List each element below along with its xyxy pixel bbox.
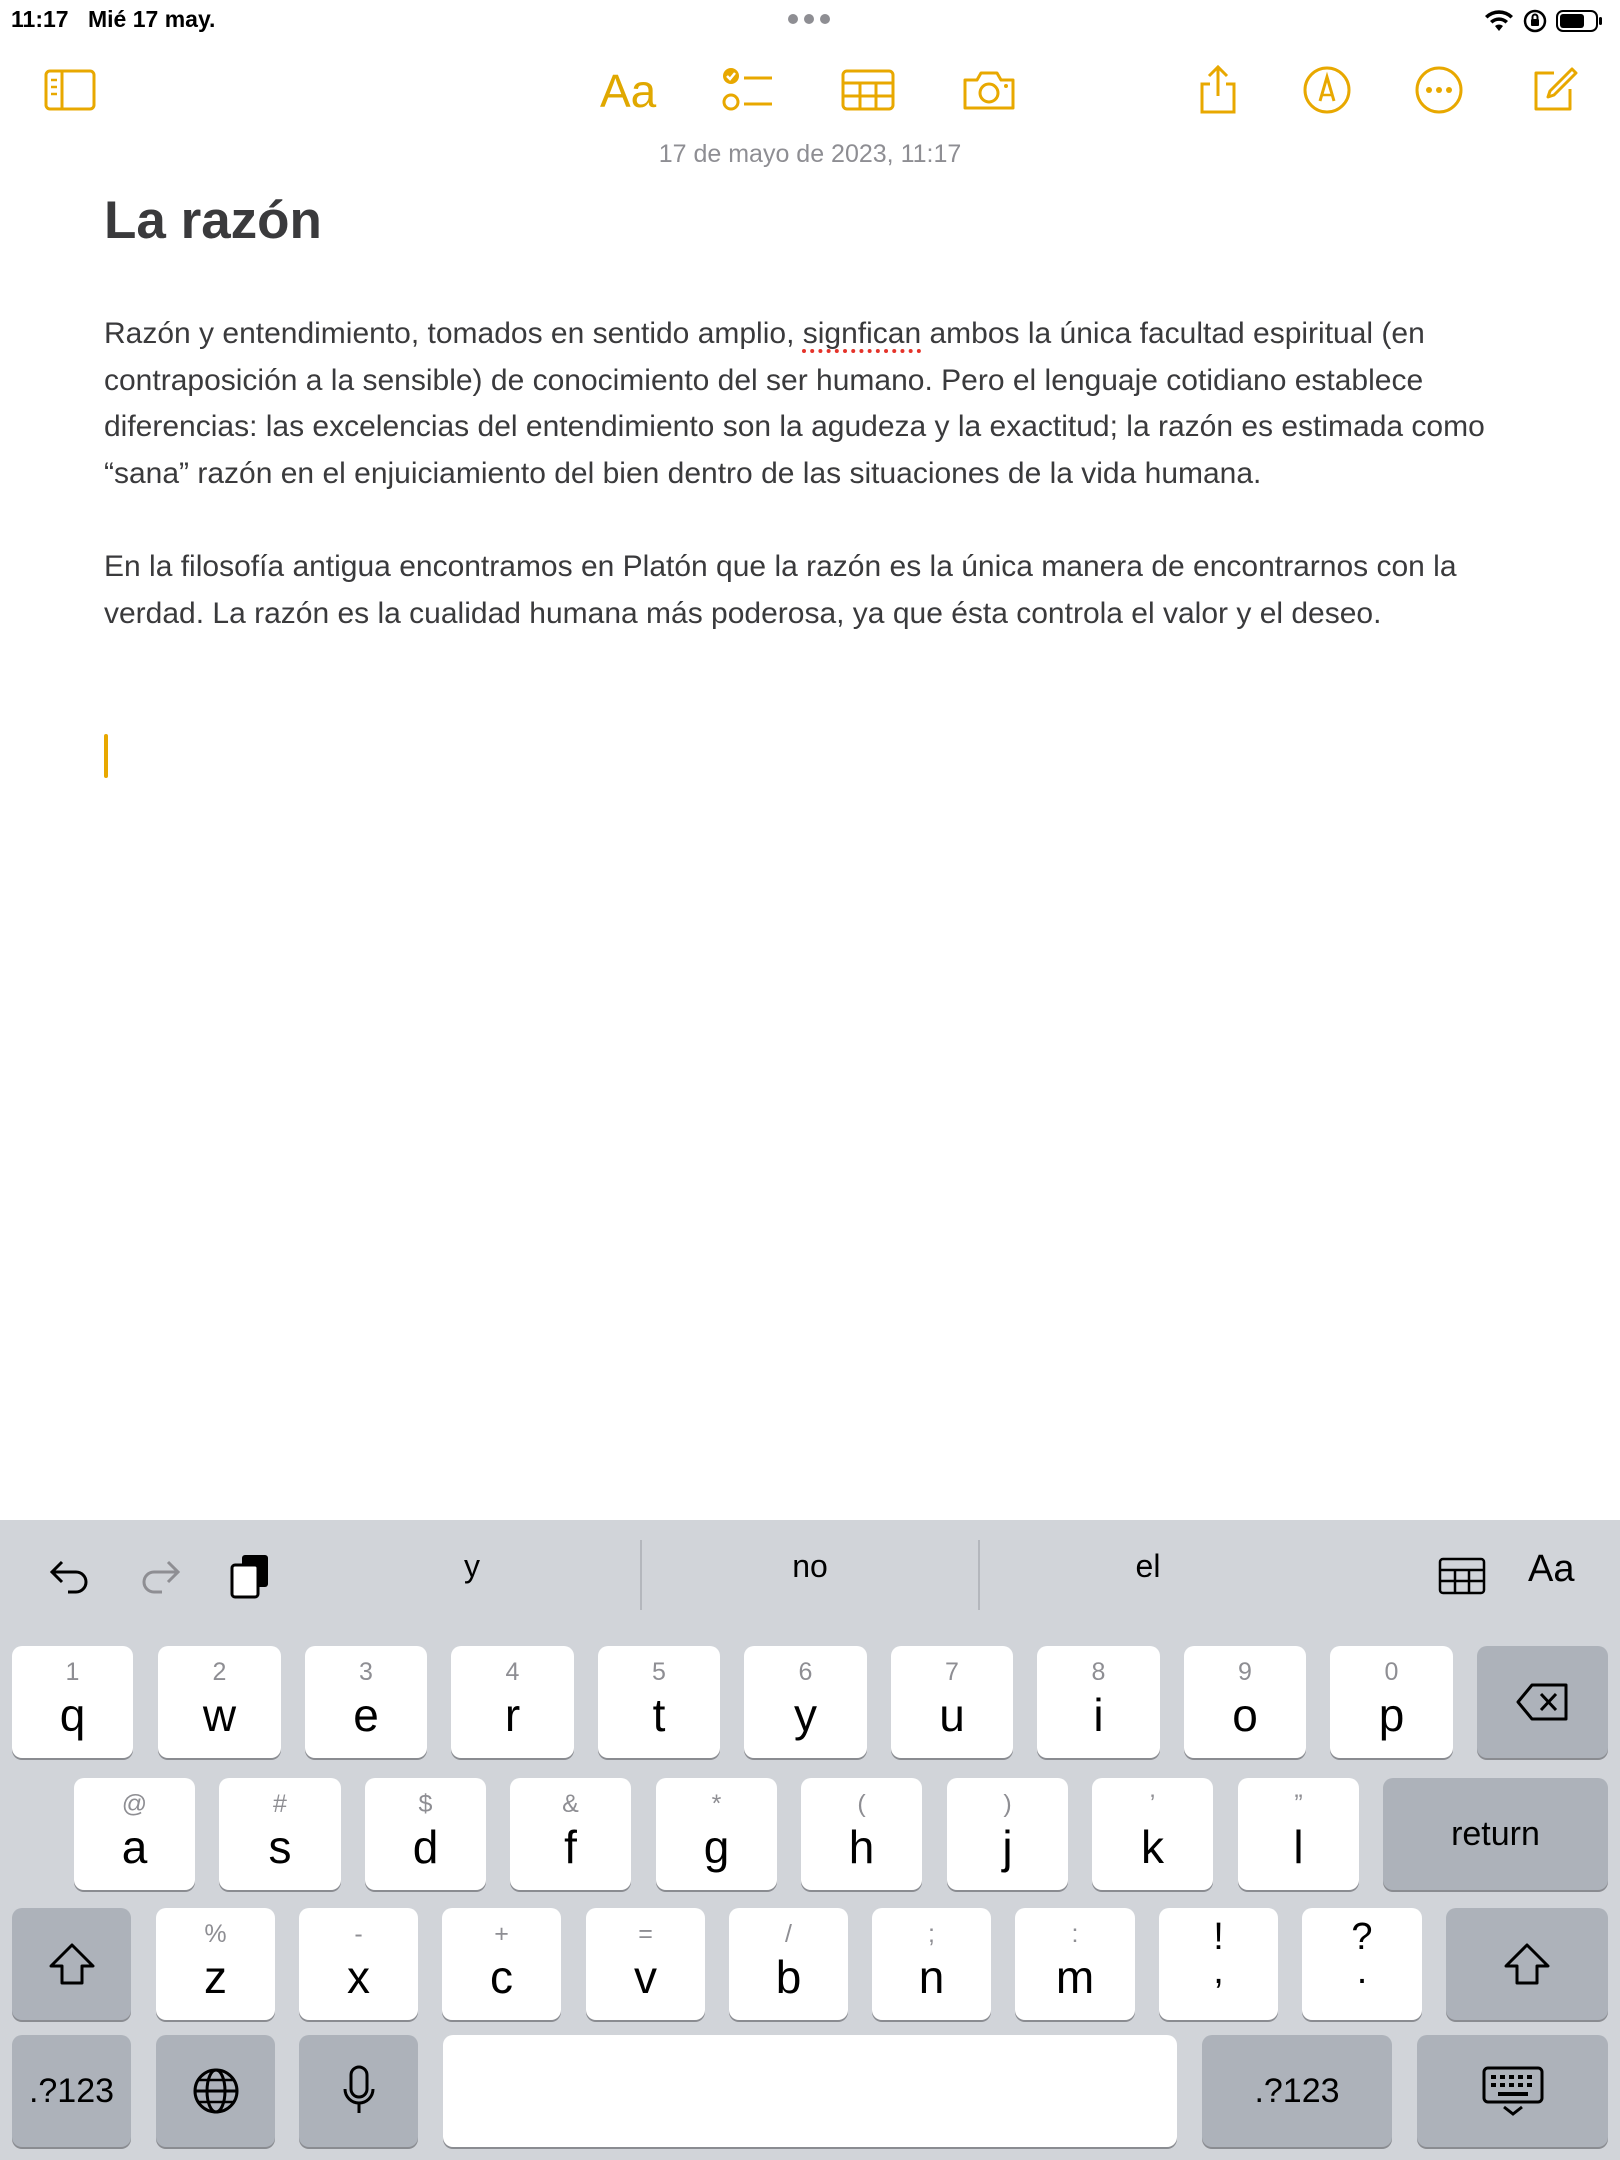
key-u[interactable]: 7 u (891, 1646, 1013, 1758)
paragraph-1-start: Razón y entendimiento, tomados en sentido amplio, (104, 317, 803, 350)
key-n[interactable]: ; n (872, 1908, 991, 2020)
key-t[interactable]: 5 t (598, 1646, 720, 1758)
key-y[interactable]: 6 y (744, 1646, 867, 1758)
table-icon[interactable] (1432, 1546, 1492, 1606)
suggestion-1[interactable]: y (464, 1548, 480, 1584)
key-w[interactable]: 2 w (158, 1646, 281, 1758)
battery-icon (1556, 9, 1604, 33)
camera-icon[interactable] (957, 58, 1021, 122)
paste-icon[interactable] (220, 1546, 280, 1606)
misspelled-word[interactable]: signfican (802, 317, 922, 350)
key-c[interactable]: + c (442, 1908, 561, 2020)
key-q[interactable]: 1 q (12, 1646, 133, 1758)
key-h[interactable]: ( h (801, 1778, 922, 1890)
note-title[interactable]: La razón (104, 191, 322, 250)
paragraph-1[interactable] (104, 311, 1524, 497)
undo-icon[interactable] (40, 1546, 100, 1606)
key-i[interactable]: 8 i (1037, 1646, 1160, 1758)
checklist-icon[interactable] (716, 58, 780, 122)
key-j[interactable]: ) j (947, 1778, 1068, 1890)
key-v[interactable]: = v (586, 1908, 705, 2020)
table-icon[interactable] (836, 58, 900, 122)
key-question-period[interactable]: ? . (1302, 1908, 1422, 2020)
numbers-key-right[interactable]: .?123 (1202, 2035, 1392, 2147)
return-key[interactable]: return (1383, 1778, 1608, 1890)
keyboard (0, 1520, 1620, 2160)
microphone-icon (299, 2035, 418, 2147)
status-bar (0, 0, 1620, 40)
status-date: Mié 17 may. (88, 6, 216, 32)
key-r[interactable]: 4 r (451, 1646, 574, 1758)
suggestion-3[interactable]: el (1135, 1548, 1161, 1584)
status-icons (1484, 8, 1604, 34)
text-cursor (104, 734, 108, 778)
key-o[interactable]: 9 o (1184, 1646, 1306, 1758)
shift-icon (1446, 1908, 1608, 2020)
format-text-button[interactable]: Aa (1528, 1548, 1575, 1590)
globe-icon (156, 2035, 275, 2147)
dictation-key[interactable] (299, 2035, 418, 2147)
markup-pen-icon[interactable] (1295, 58, 1359, 122)
redo-icon[interactable] (130, 1546, 190, 1606)
sidebar-icon[interactable] (38, 58, 102, 122)
shift-icon (12, 1908, 131, 2020)
key-exclamation-comma[interactable]: ! , (1159, 1908, 1278, 2020)
suggestion-bar (0, 1520, 1620, 1632)
paragraph-2[interactable]: En la filosofía antigua encontramos en Platón que la razón es la única manera de encontrarnos con la verdad. La razón es la cualidad humana más poderosa, ya que ésta controla el valor y el deseo. (104, 549, 1457, 630)
compose-icon[interactable] (1521, 58, 1585, 122)
status-time: 11:17 (11, 6, 69, 32)
orientation-lock-icon (1522, 8, 1548, 34)
share-icon[interactable] (1186, 58, 1250, 122)
suggestion-2[interactable]: no (792, 1548, 828, 1584)
globe-key[interactable] (156, 2035, 275, 2147)
note-date: 17 de mayo de 2023, 11:17 (658, 140, 962, 168)
key-m[interactable]: : m (1015, 1908, 1135, 2020)
format-text-button[interactable]: Aa (600, 65, 657, 117)
key-d[interactable]: $ d (365, 1778, 486, 1890)
shift-left-key[interactable] (12, 1908, 131, 2020)
key-g[interactable]: * g (656, 1778, 777, 1890)
space-key[interactable] (443, 2035, 1177, 2147)
note-body[interactable] (104, 311, 1524, 637)
shift-right-key[interactable] (1446, 1908, 1608, 2020)
keyboard-dismiss-icon (1417, 2035, 1608, 2147)
key-e[interactable]: 3 e (305, 1646, 427, 1758)
key-l[interactable]: ” l (1238, 1778, 1359, 1890)
more-ellipsis-icon[interactable] (1407, 58, 1471, 122)
key-p[interactable]: 0 p (1330, 1646, 1453, 1758)
key-k[interactable]: ’ k (1092, 1778, 1213, 1890)
key-f[interactable]: & f (510, 1778, 631, 1890)
delete-icon (1477, 1646, 1608, 1758)
key-z[interactable]: % z (156, 1908, 275, 2020)
paragraph-1-end: ambos la única facultad espiritual (en contraposición a la sensible) de conocimiento del ser humano. Pero el lenguaje cotidiano establece diferencias: las excelencias del entendimiento son la agudeza y la exactitud; la razón es estimada como “sana” razón en el enjuiciamiento del bien dentro de las situaciones de la vida humana. (104, 317, 1485, 490)
key-x[interactable]: - x (299, 1908, 418, 2020)
numbers-key-left[interactable]: .?123 (12, 2035, 131, 2147)
multitask-dots-icon[interactable] (788, 14, 830, 24)
key-b[interactable]: / b (729, 1908, 848, 2020)
wifi-icon (1484, 9, 1514, 33)
key-a[interactable]: @ a (74, 1778, 195, 1890)
dismiss-keyboard-key[interactable] (1417, 2035, 1608, 2147)
key-s[interactable]: # s (219, 1778, 341, 1890)
delete-key[interactable] (1477, 1646, 1608, 1758)
